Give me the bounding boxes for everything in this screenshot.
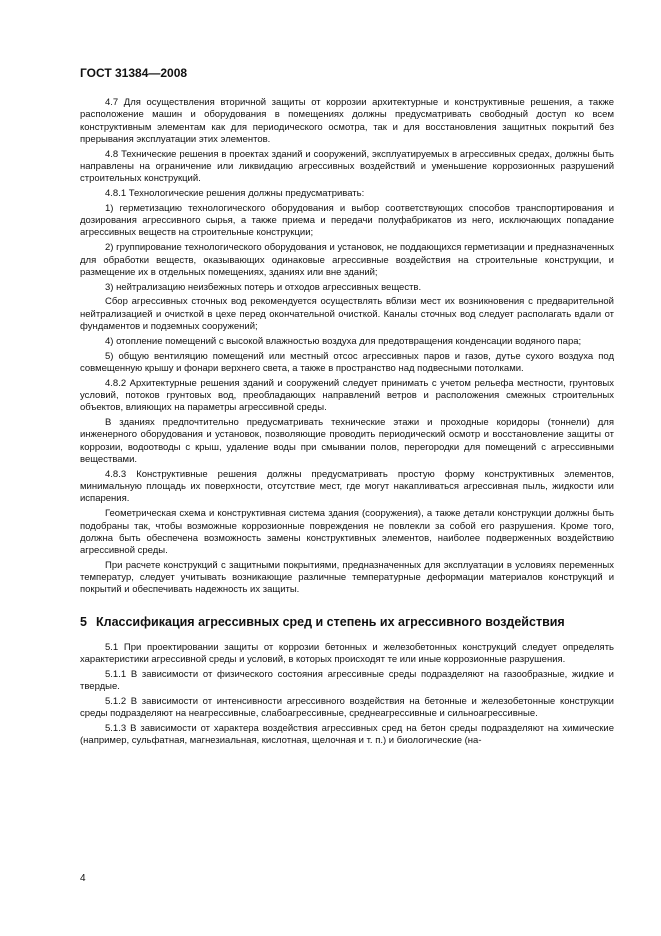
paragraph: 1) герметизацию технологического оборудования и выбор соответствующих способов транспортирования и дозирования агрессивного сырья, а также приема и передачи полуфабрикатов из него, исключающих попадание агрессивных веществ на строительные конструкции; — [80, 202, 614, 239]
paragraph: Сбор агрессивных сточных вод рекомендуется осуществлять вблизи мест их возникновения с предварительной нейтрализацией и очисткой в цехе перед окончательной очисткой. Каналы сточных вод следует располагать вдали от фундаментов и подземных сооружений; — [80, 296, 614, 333]
paragraph: 5.1.1 В зависимости от физического состояния агрессивные среды подразделяют на газообразные, жидкие и твердые. — [80, 668, 614, 693]
paragraph: 5.1.3 В зависимости от характера воздействия агрессивных сред на бетон среды подразделяют на химические (например, сульфатная, магнезиальная, кислотная, щелочная и т. п.) и биологические (на- — [80, 723, 614, 747]
paragraph: 4.7 Для осуществления вторичной защиты от коррозии архитектурные и конструктивные решения, а также расположение машин и оборудования в помещениях должны предусматривать свободный доступ ко всем конструктивным элементам как для периодического осмотра, так и для восстановления защитных покрытий без прерывания эксплуатации этих элементов. — [80, 97, 614, 145]
paragraph: 5.1.2 В зависимости от интенсивности агрессивного воздействия на бетонные и железобетонные конструкции среды подразделяют на неагрессивные, слабоагрессивные, среднеагрессивные и сильноагрессивные. — [80, 695, 614, 720]
paragraph: 2) группирование технологического оборудования и установок, не поддающихся герметизации и предназначенных для обработки веществ, оказывающих одинаковые агрессивные воздействия на строительные конструкции, и размещение их в отдельных помещениях, зданиях или вне зданий; — [80, 242, 614, 278]
paragraph: 5) общую вентиляцию помещений или местный отсос агрессивных паров и газов, дутье сухого воздуха под совмещенную крышу и фонари верхнего света, а также в пространство над подвесными потолками. — [80, 350, 614, 374]
paragraph: В зданиях предпочтительно предусматривать технические этажи и проходные коридоры (тоннели) для инженерного оборудования и установок, позволяющие проводить периодический осмотр и восстановление защиты от коррозии, водоотводы с крыш, удаление воды при смывании полов, перегородки для помещений с агрессивными веществами. — [80, 417, 614, 466]
paragraph: При расчете конструкций с защитными покрытиями, предназначенных для эксплуатации в условиях переменных температур, следует учитывать возникающие различные температурные деформации материалов конструкций и покрытий и обеспечивать надежность их защиты. — [80, 559, 614, 596]
section-title-text: Классификация агрессивных сред и степень их агрессивного воздействия — [96, 614, 565, 629]
paragraphs-before — [80, 97, 614, 597]
section-number: 5 — [80, 614, 87, 629]
document-header: ГОСТ 31384—2008 — [80, 66, 188, 80]
paragraph: 4.8.1 Технологические решения должны предусматривать: — [105, 188, 365, 200]
paragraph: 4.8.2 Архитектурные решения зданий и сооружений следует принимать с учетом рельефа местности, грунтовых условий, потоков грунтовых вод, преобладающих направлений ветров и расположения смежных строительных объектов, влияющих на параметры агрессивной среды. — [80, 377, 614, 414]
paragraph: 4.8 Технические решения в проектах зданий и сооружений, эксплуатируемых в агрессивных средах, должны быть направлены на ограничение или ликвидацию агрессивных воздействий и уменьшение коррозионных разрушений строительных конструкций. — [80, 148, 614, 185]
paragraph: 5.1 При проектировании защиты от коррозии бетонных и железобетонных конструкций следует определять характеристики агрессивной среды и условий, в которых происходят те или иные коррозионные разрушения. — [80, 641, 614, 666]
page-number: 4 — [80, 873, 86, 884]
section-heading — [80, 615, 614, 630]
document-body — [80, 97, 614, 750]
paragraph: 3) нейтрализацию неизбежных потерь и отходов агрессивных веществ. — [105, 281, 422, 293]
paragraph: 4.8.3 Конструктивные решения должны предусматривать простую форму конструктивных элементов, минимальную площадь их поверхности, отсутствие мест, где могут накапливаться агрессивная пыль, жидкости или испарения. — [80, 468, 614, 505]
paragraph: 4) отопление помещений с высокой влажностью воздуха для предотвращения конденсации водяного пара; — [105, 335, 582, 347]
paragraphs-after — [80, 642, 614, 748]
paragraph: Геометрическая схема и конструктивная система здания (сооружения), а также детали конструкции должны быть подобраны так, чтобы возможные коррозионные повреждения не повлекли за собой его разрушения. Кроме того, должна быть обеспечена возможность замены конструктивных элементов, наиболее подверженных воздействию агрессивной среды. — [80, 508, 614, 557]
